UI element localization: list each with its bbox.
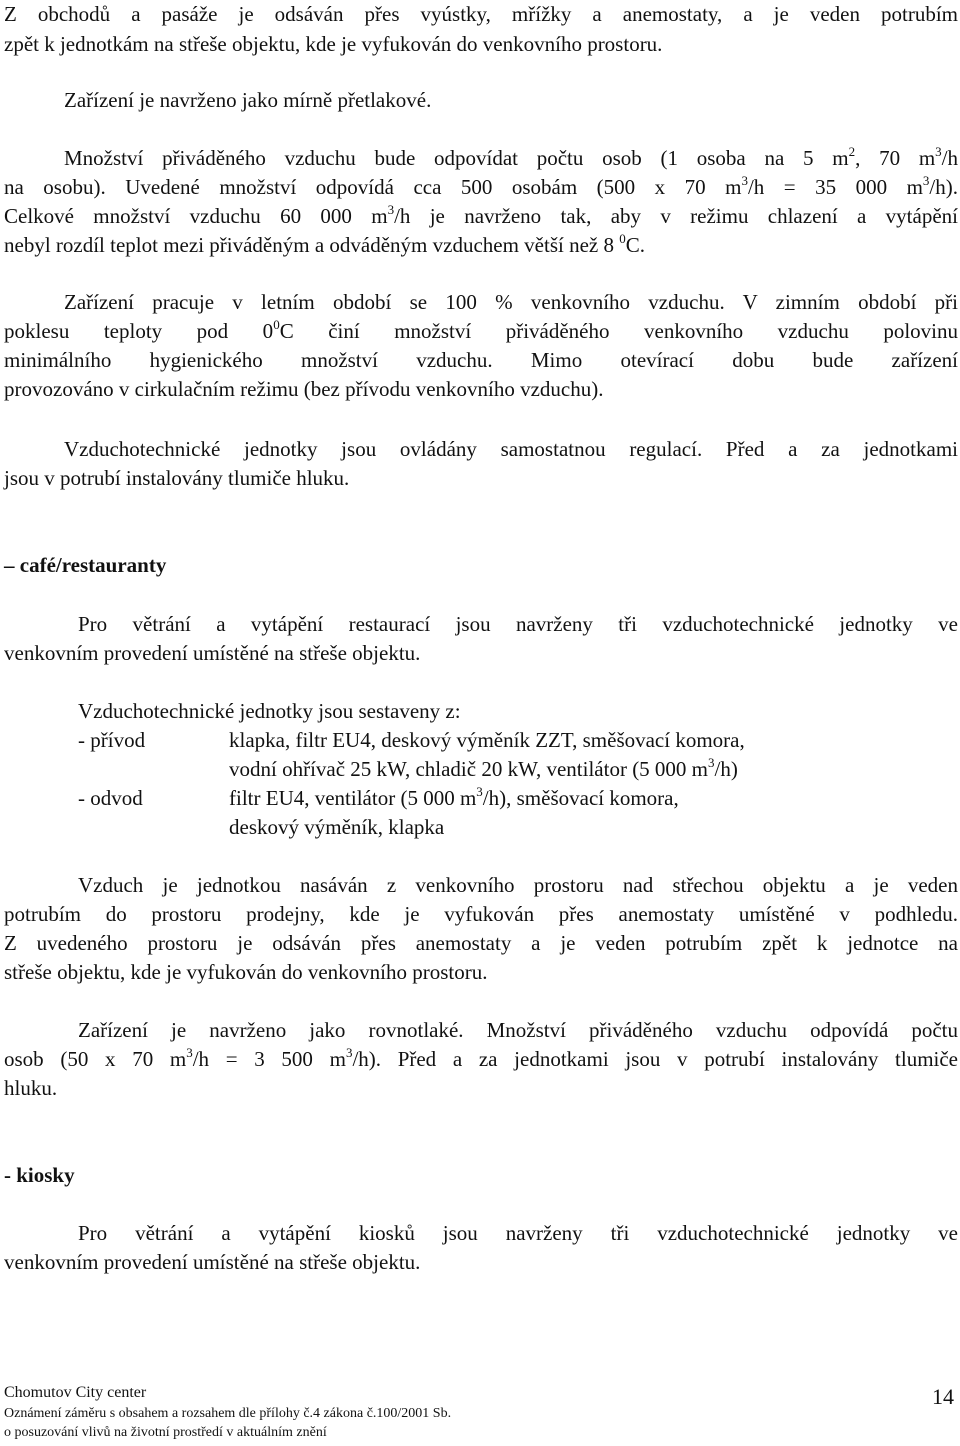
list-value: deskový výměník, klapka [229,815,445,839]
footer-notice-line-2: o posuzování vlivů na životní prostředí v aktuálním znění [4,1425,327,1440]
text-line: Z obchodů a pasáže je odsáván přes vyústky, mřížky a anemostaty, a je veden potrubím [4,2,958,26]
text-line: Z uvedeného prostoru je odsáván přes anemostaty a je veden potrubím zpět k jednotce na [4,931,958,955]
text-line: osob (50 x 70 $m^3/h = 3$ 500 $m^3/h$). Před a za jednotkami jsou v potrubí instalovány tlumiče [4,1045,959,1071]
text-line: Množství přiváděného vzduchu bude odpovídat počtu osob (1 osoba na 5 $m^2$, 70 $m^3/h$ [64,144,959,170]
text-line: provozováno v cirkulačním režimu (bez přívodu venkovního vzduchu). [4,377,604,401]
list-key-exhaust: - odvod [78,786,143,810]
text-line: Zařízení je navrženo jako rovnotlaké. Množství přiváděného vzduchu odpovídá počtu [78,1018,958,1042]
text-line: hluku. [4,1076,58,1100]
list-value: vodní ohřívač 25 kW, chladič 20 kW, ventilátor (5 000 $m^3/h$) [229,755,738,781]
list-value: klapka, filtr EU4, deskový výměník ZZT, směšovací komora, [229,728,745,752]
text-line: Pro větrání a vytápění kiosků jsou navrženy tři vzduchotechnické jednotky ve [78,1221,958,1245]
text-line: potrubím do prostoru prodejny, kde je vyfukován přes anemostaty umístěné v podhledu. [4,902,958,926]
section-heading-kiosks: - kiosky [4,1163,75,1187]
text-line: na osobu). Uvedené množství odpovídá cca 500 osobám (500 x 70 $m^3/h = 35$ 000 $m^3/h$). [4,173,958,199]
units-intro: Vzduchotechnické jednotky jsou sestaveny z: [78,699,461,723]
text-line: jsou v potrubí instalovány tlumiče hluku. [4,466,350,490]
footer-project: Chomutov City center [4,1384,147,1401]
page-number: 14 [932,1384,954,1409]
text-line: nebyl rozdíl teplot mezi přiváděným a odváděným vzduchem větší než 8 $^0$C. [4,231,645,257]
section-heading-cafe: – café/restauranty [4,553,167,577]
text-line: venkovním provedení umístěné na střeše objektu. [4,641,421,665]
text-line: střeše objektu, kde je vyfukován do venkovního prostoru. [4,960,488,984]
text-line: Zařízení pracuje v letním období se 100 % venkovního vzduchu. V zimním období při [64,290,958,314]
text-line: zpět k jednotkám na střeše objektu, kde je vyfukován do venkovního prostoru. [4,32,663,56]
text-line: Vzduchotechnické jednotky jsou ovládány samostatnou regulací. Před a za jednotkami [64,437,958,461]
text-line: Vzduch je jednotkou nasáván z venkovního prostoru nad střechou objektu a je veden [78,873,958,897]
text-line: poklesu teploty pod $0^0C$ činí množství přiváděného venkovního vzduchu polovinu [4,317,958,343]
footer-notice-line-1: Oznámení záměru s obsahem a rozsahem dle přílohy č.4 zákona č.100/2001 Sb. [4,1406,452,1421]
text-line: minimálního hygienického množství vzduchu. Mimo otevírací dobu bude zařízení [4,348,958,372]
text-line: Celkové množství vzduchu 60 000 $m^3/h$ je navrženo tak, aby v režimu chlazení a vytápění [4,202,958,228]
text-line: Zařízení je navrženo jako mírně přetlakové. [64,88,432,112]
list-value: filtr EU4, ventilátor (5 000 $m^3/h$), směšovací komora, [229,784,679,810]
text-line: venkovním provedení umístěné na střeše objektu. [4,1250,421,1274]
text-line: Pro větrání a vytápění restaurací jsou navrženy tři vzduchotechnické jednotky ve [78,612,958,636]
list-key-supply: - přívod [78,728,146,752]
